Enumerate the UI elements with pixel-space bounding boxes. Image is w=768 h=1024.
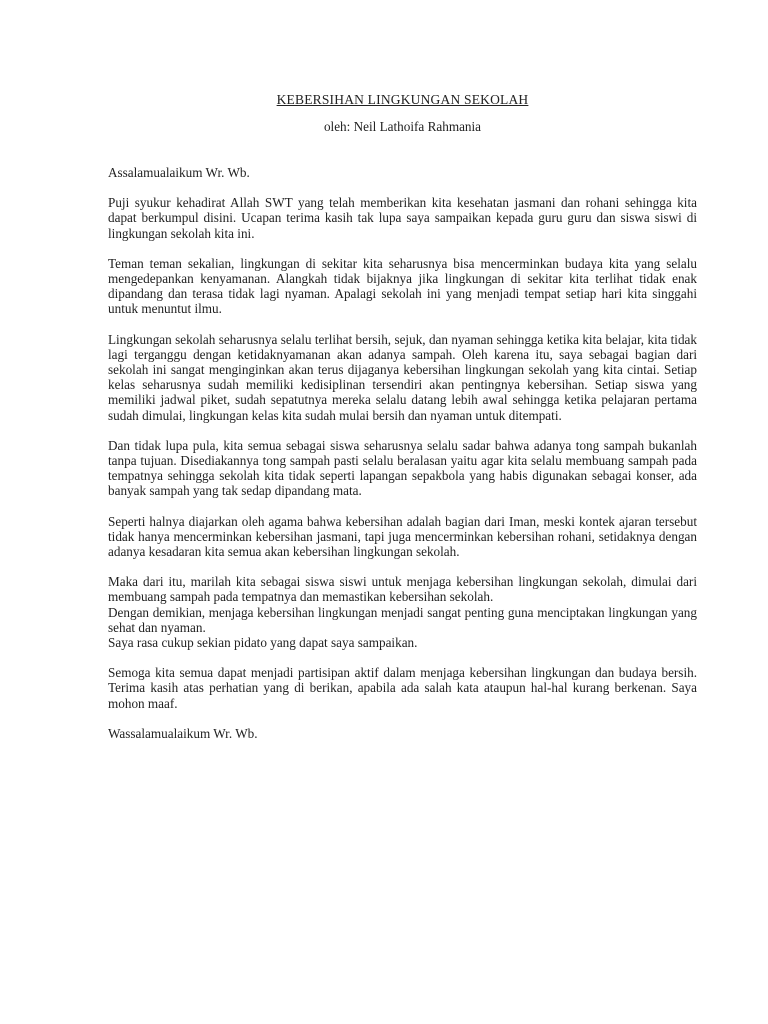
greeting: Assalamualaikum Wr. Wb. [108, 165, 250, 180]
paragraph-ending: Saya rasa cukup sekian pidato yang dapat saya sampaikan. [108, 635, 418, 651]
document-title: KEBERSIHAN LINGKUNGAN SEKOLAH [276, 92, 529, 107]
paragraph-thanks: Semoga kita semua dapat menjadi partisipan aktif dalam menjaga kebersihan lingkungan dan budaya bersih. Terima kasih atas perhatian yang di berikan, apabila ada salah kata ataupun hal-hal kurang berkenan. Saya mohon maaf. [108, 665, 697, 711]
paragraph-environment: Teman teman sekalian, lingkungan di sekitar kita seharusnya bisa mencerminkan budaya kita yang selalu mengedepankan kenyamanan. Alangkah tidak bijaknya jika lingkungan di sekitar kita terlihat tidak enak dipandang dan terasa tidak lagi nyaman. Apalagi sekolah ini yang menjadi tempat setiap hari kita singgahi untuk menuntut ilmu. [108, 255, 697, 317]
closing-salutation: Wassalamualaikum Wr. Wb. [108, 725, 258, 741]
paragraph-opening: Puji syukur kehadirat Allah SWT yang telah memberikan kita kesehatan jasmani dan rohani sehingga kita dapat berkumpul disini. Ucapan terima kasih tak lupa saya sampaikan kepada guru guru dan siswa siswi di lingkungan sekolah kita ini. [108, 195, 697, 241]
document-author: oleh: Neil Lathoifa Rahmania [323, 119, 482, 134]
paragraph-school-cleanliness: Lingkungan sekolah seharusnya selalu terlihat bersih, sejuk, dan nyaman sehingga ketika kita belajar, kita tidak lagi terganggu dengan ketidaknyamanan akan adanya sampah. Oleh karena itu, saya sebagai bagian dari sekolah ini sangat menginginkan akan terus dijaganya kebersihan lingkungan sekolah yang kita cintai. Setiap kelas seharusnya sudah memiliki kedisiplinan tersendiri akan pentingnya kebersihan. Setiap siswa yang memiliki jadwal piket, sudah sepatutnya mereka selalu datang lebih awal sehingga ketika pelajaran pertama sudah dimulai, lingkungan kelas kita sudah mulai bersih dan nyaman untuk ditempati. [108, 331, 697, 423]
document-page [108, 92, 697, 741]
paragraph-call-to-action: Maka dari itu, marilah kita sebagai siswa siswi untuk menjaga kebersihan lingkungan sekolah, dimulai dari membuang sampah pada tempatnya dan memastikan kebersihan sekolah. [108, 574, 697, 605]
paragraph-trash-bins: Dan tidak lupa pula, kita semua sebagai siswa seharusnya selalu sadar bahwa adanya tong sampah bukanlah tanpa tujuan. Disediakannya tong sampah pasti selalu beralasan yaitu agar kita selalu membuang sampah pada tempatnya sehingga sekolah kita tidak seperti lapangan sepakbola yang habis digunakan sebagai konser, ada banyak sampah yang tak sedap dipandang mata. [108, 437, 697, 499]
paragraph-conclusion: Dengan demikian, menjaga kebersihan lingkungan menjadi sangat penting guna menciptakan lingkungan yang sehat dan nyaman. [108, 604, 697, 635]
paragraph-faith: Seperti halnya diajarkan oleh agama bahwa kebersihan adalah bagian dari Iman, meski kontek ajaran tersebut tidak hanya mencerminkan kebersihan jasmani, tapi juga mencerminkan kebersihan rohani, setidaknya dengan adanya kesadaran kita semua akan kebersihan lingkungan sekolah. [108, 513, 697, 560]
